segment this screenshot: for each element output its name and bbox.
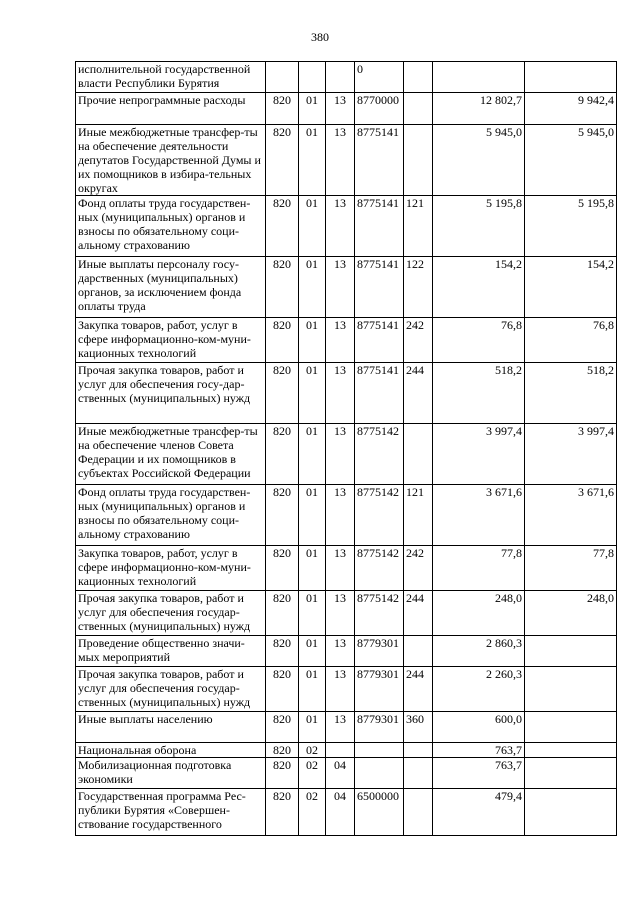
cell-name: Прочая закупка товаров, работ и услуг для обеспечения государ-ственных (муниципальных) нужд [76, 591, 266, 636]
cell-name: Проведение общественно значи-мых мероприятий [76, 636, 266, 667]
cell-amount-year1: 5 195,8 [433, 196, 525, 257]
cell-grbs: 820 [266, 424, 299, 485]
cell-amount-year2: 76,8 [525, 318, 617, 363]
cell-grbs: 820 [266, 789, 299, 836]
cell-target-article: 8775141 [355, 125, 404, 196]
cell-subsection: 13 [326, 424, 355, 485]
cell-expense-type: 244 [404, 591, 433, 636]
cell-amount-year1: 2 260,3 [433, 667, 525, 712]
cell-target-article [355, 743, 404, 758]
cell-name: Иные межбюджетные трансфер-ты на обеспечение деятельности депутатов Государственной Думы и их помощников в избира-тельных округах [76, 125, 266, 196]
cell-amount-year1: 3 997,4 [433, 424, 525, 485]
cell-amount-year2: 5 945,0 [525, 125, 617, 196]
cell-amount-year2 [525, 636, 617, 667]
cell-name: Закупка товаров, работ, услуг в сфере информационно-ком-муни-кационных технологий [76, 318, 266, 363]
cell-amount-year1: 3 671,6 [433, 485, 525, 546]
cell-amount-year2 [525, 712, 617, 743]
cell-expense-type: 121 [404, 196, 433, 257]
cell-expense-type [404, 125, 433, 196]
cell-target-article: 8779301 [355, 636, 404, 667]
cell-amount-year2 [525, 62, 617, 93]
cell-target-article: 8775142 [355, 591, 404, 636]
cell-grbs: 820 [266, 485, 299, 546]
cell-subsection: 13 [326, 712, 355, 743]
cell-grbs: 820 [266, 743, 299, 758]
cell-name: Прочая закупка товаров, работ и услуг для обеспечения госу-дар-ственных (муниципальных) нужд [76, 363, 266, 424]
cell-subsection: 13 [326, 318, 355, 363]
cell-target-article: 8775142 [355, 546, 404, 591]
cell-grbs: 820 [266, 546, 299, 591]
cell-name: Фонд оплаты труда государствен-ных (муниципальных) органов и взносы по обязательному соци-альному страхованию [76, 485, 266, 546]
cell-section: 02 [299, 789, 326, 836]
cell-target-article: 8775141 [355, 318, 404, 363]
cell-section: 01 [299, 485, 326, 546]
table-row [76, 789, 617, 836]
cell-amount-year2: 518,2 [525, 363, 617, 424]
table-row [76, 712, 617, 743]
cell-amount-year2: 9 942,4 [525, 93, 617, 125]
cell-section: 01 [299, 318, 326, 363]
cell-amount-year2 [525, 743, 617, 758]
cell-amount-year2 [525, 667, 617, 712]
cell-target-article: 8779301 [355, 667, 404, 712]
cell-target-article: 8779301 [355, 712, 404, 743]
cell-target-article [355, 758, 404, 789]
cell-name: Прочие непрограммные расходы [76, 93, 266, 125]
cell-amount-year2: 5 195,8 [525, 196, 617, 257]
cell-amount-year1 [433, 62, 525, 93]
cell-grbs: 820 [266, 712, 299, 743]
cell-target-article: 8775142 [355, 485, 404, 546]
table-row [76, 424, 617, 485]
cell-name: Иные выплаты персоналу госу-дарственных (муниципальных) органов, за исключением фонда оплаты труда [76, 257, 266, 318]
cell-grbs: 820 [266, 636, 299, 667]
cell-expense-type [404, 62, 433, 93]
table-row [76, 93, 617, 125]
cell-target-article: 8775141 [355, 257, 404, 318]
cell-section: 01 [299, 125, 326, 196]
cell-section: 02 [299, 758, 326, 789]
cell-amount-year2: 77,8 [525, 546, 617, 591]
cell-section: 01 [299, 546, 326, 591]
cell-name: Фонд оплаты труда государствен-ных (муниципальных) органов и взносы по обязательному соци-альному страхованию [76, 196, 266, 257]
cell-amount-year1: 763,7 [433, 758, 525, 789]
cell-subsection: 04 [326, 789, 355, 836]
cell-target-article: 8775141 [355, 363, 404, 424]
cell-grbs: 820 [266, 257, 299, 318]
cell-amount-year1: 518,2 [433, 363, 525, 424]
cell-section [299, 62, 326, 93]
cell-name: Иные межбюджетные трансфер-ты на обеспечение членов Совета Федерации и их помощников в субъектах Российской Федерации [76, 424, 266, 485]
budget-table [75, 61, 617, 836]
cell-grbs: 820 [266, 591, 299, 636]
cell-target-article: 0 [355, 62, 404, 93]
cell-amount-year2 [525, 789, 617, 836]
cell-amount-year1: 77,8 [433, 546, 525, 591]
cell-name: Государственная программа Рес-публики Бурятия «Совершен-ствование государственного [76, 789, 266, 836]
table-row [76, 743, 617, 758]
table-row [76, 758, 617, 789]
cell-grbs: 820 [266, 758, 299, 789]
cell-subsection: 13 [326, 636, 355, 667]
cell-section: 01 [299, 424, 326, 485]
table-row [76, 363, 617, 424]
cell-target-article: 8775141 [355, 196, 404, 257]
cell-expense-type: 244 [404, 667, 433, 712]
cell-amount-year2 [525, 758, 617, 789]
cell-section: 01 [299, 93, 326, 125]
cell-subsection [326, 743, 355, 758]
cell-section: 01 [299, 257, 326, 318]
table-row [76, 546, 617, 591]
cell-grbs: 820 [266, 93, 299, 125]
page-number: 380 [311, 30, 329, 44]
cell-subsection [326, 62, 355, 93]
table-row [76, 196, 617, 257]
cell-target-article: 8775142 [355, 424, 404, 485]
cell-name: Прочая закупка товаров, работ и услуг для обеспечения государ-ственных (муниципальных) нужд [76, 667, 266, 712]
cell-amount-year2: 3 671,6 [525, 485, 617, 546]
cell-amount-year1: 763,7 [433, 743, 525, 758]
cell-name: исполнительной государственной власти Республики Бурятия [76, 62, 266, 93]
table-row [76, 125, 617, 196]
cell-amount-year1: 12 802,7 [433, 93, 525, 125]
cell-section: 02 [299, 743, 326, 758]
cell-amount-year1: 76,8 [433, 318, 525, 363]
cell-amount-year1: 248,0 [433, 591, 525, 636]
cell-subsection: 13 [326, 591, 355, 636]
cell-subsection: 04 [326, 758, 355, 789]
cell-amount-year2: 154,2 [525, 257, 617, 318]
cell-amount-year2: 3 997,4 [525, 424, 617, 485]
cell-expense-type: 242 [404, 318, 433, 363]
cell-subsection: 13 [326, 363, 355, 424]
cell-expense-type [404, 758, 433, 789]
cell-section: 01 [299, 667, 326, 712]
cell-name: Закупка товаров, работ, услуг в сфере информационно-ком-муни-кационных технологий [76, 546, 266, 591]
cell-subsection: 13 [326, 546, 355, 591]
table-row [76, 62, 617, 93]
cell-grbs: 820 [266, 318, 299, 363]
cell-subsection: 13 [326, 257, 355, 318]
table-row [76, 591, 617, 636]
table-row [76, 257, 617, 318]
cell-section: 01 [299, 636, 326, 667]
cell-amount-year1: 600,0 [433, 712, 525, 743]
table-row [76, 318, 617, 363]
cell-subsection: 13 [326, 485, 355, 546]
cell-expense-type: 242 [404, 546, 433, 591]
cell-grbs: 820 [266, 667, 299, 712]
cell-section: 01 [299, 712, 326, 743]
table-body [76, 62, 617, 836]
cell-expense-type [404, 789, 433, 836]
cell-section: 01 [299, 591, 326, 636]
cell-subsection: 13 [326, 667, 355, 712]
cell-expense-type: 360 [404, 712, 433, 743]
cell-section: 01 [299, 363, 326, 424]
cell-target-article: 8770000 [355, 93, 404, 125]
cell-amount-year2: 248,0 [525, 591, 617, 636]
cell-grbs [266, 62, 299, 93]
cell-name: Иные выплаты населению [76, 712, 266, 743]
cell-expense-type: 121 [404, 485, 433, 546]
cell-amount-year1: 479,4 [433, 789, 525, 836]
cell-section: 01 [299, 196, 326, 257]
cell-amount-year1: 5 945,0 [433, 125, 525, 196]
cell-grbs: 820 [266, 125, 299, 196]
cell-subsection: 13 [326, 93, 355, 125]
cell-target-article: 6500000 [355, 789, 404, 836]
cell-expense-type [404, 93, 433, 125]
table-row [76, 636, 617, 667]
cell-expense-type [404, 424, 433, 485]
cell-name: Мобилизационная подготовка экономики [76, 758, 266, 789]
table-row [76, 667, 617, 712]
cell-subsection: 13 [326, 125, 355, 196]
cell-grbs: 820 [266, 363, 299, 424]
cell-expense-type: 244 [404, 363, 433, 424]
cell-expense-type [404, 636, 433, 667]
table-row [76, 485, 617, 546]
cell-amount-year1: 154,2 [433, 257, 525, 318]
cell-name: Национальная оборона [76, 743, 266, 758]
cell-amount-year1: 2 860,3 [433, 636, 525, 667]
cell-grbs: 820 [266, 196, 299, 257]
cell-expense-type: 122 [404, 257, 433, 318]
cell-subsection: 13 [326, 196, 355, 257]
cell-expense-type [404, 743, 433, 758]
